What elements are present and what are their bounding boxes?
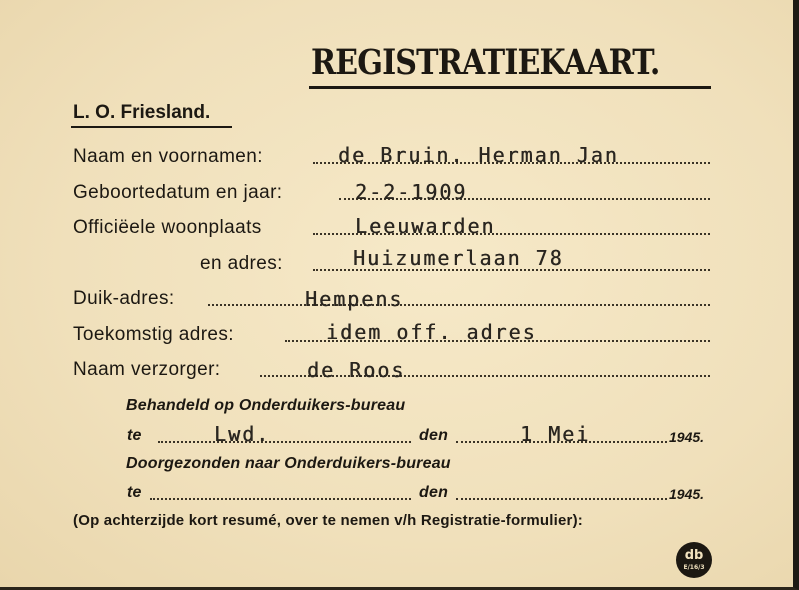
printer-logo — [676, 542, 712, 578]
name-label: Naam en voornamen: — [73, 146, 263, 167]
address-value: Huizumerlaan 78 — [353, 246, 564, 270]
hiding-address-value: Hempens — [305, 287, 404, 311]
residence-value: Leeuwarden — [355, 214, 496, 238]
address-label: en adres: — [200, 253, 283, 274]
forwarded-heading: Doorgezonden naar Onderduikers-bureau — [126, 455, 451, 472]
handled-place-dotted-line — [158, 441, 411, 443]
card-title: REGISTRATIEKAART. — [311, 42, 660, 83]
birth-label: Geboortedatum en jaar: — [73, 182, 283, 203]
handled-te-label: te — [127, 427, 142, 444]
future-address-label: Toekomstig adres: — [73, 324, 234, 345]
handled-heading: Behandeld op Onderduikers-bureau — [126, 397, 406, 414]
handled-date-value: 1 Mei — [520, 422, 591, 446]
birth-value: 2-2-1909 — [355, 180, 468, 204]
residence-label: Officiëele woonplaats — [73, 217, 262, 238]
organization-label: L. O. Friesland. — [73, 102, 211, 123]
forwarded-date-dotted-line — [456, 498, 667, 500]
hiding-address-dotted-line — [208, 304, 710, 306]
future-address-value: idem off. adres — [326, 320, 537, 344]
handled-year: 1945. — [669, 429, 705, 445]
forwarded-year: 1945. — [669, 486, 705, 502]
name-value: de Bruin. Herman Jan — [338, 143, 619, 167]
forwarded-te-label: te — [127, 484, 142, 501]
hiding-address-label: Duik-adres: — [73, 288, 175, 309]
handled-place-value: Lwd. — [214, 422, 271, 446]
printer-logo-text: db — [684, 548, 704, 563]
organization-underline — [71, 126, 232, 128]
printer-logo-subtext: E/16/3 — [683, 564, 705, 571]
forwarded-place-dotted-line — [150, 498, 411, 500]
forwarded-den-label: den — [419, 484, 449, 501]
caretaker-label: Naam verzorger: — [73, 359, 221, 380]
caretaker-value: de Roos — [307, 358, 406, 382]
footnote: (Op achterzijde kort resumé, over te nemen v/h Registratie-formulier): — [73, 512, 583, 529]
handled-den-label: den — [419, 427, 449, 444]
title-underline — [309, 86, 711, 89]
